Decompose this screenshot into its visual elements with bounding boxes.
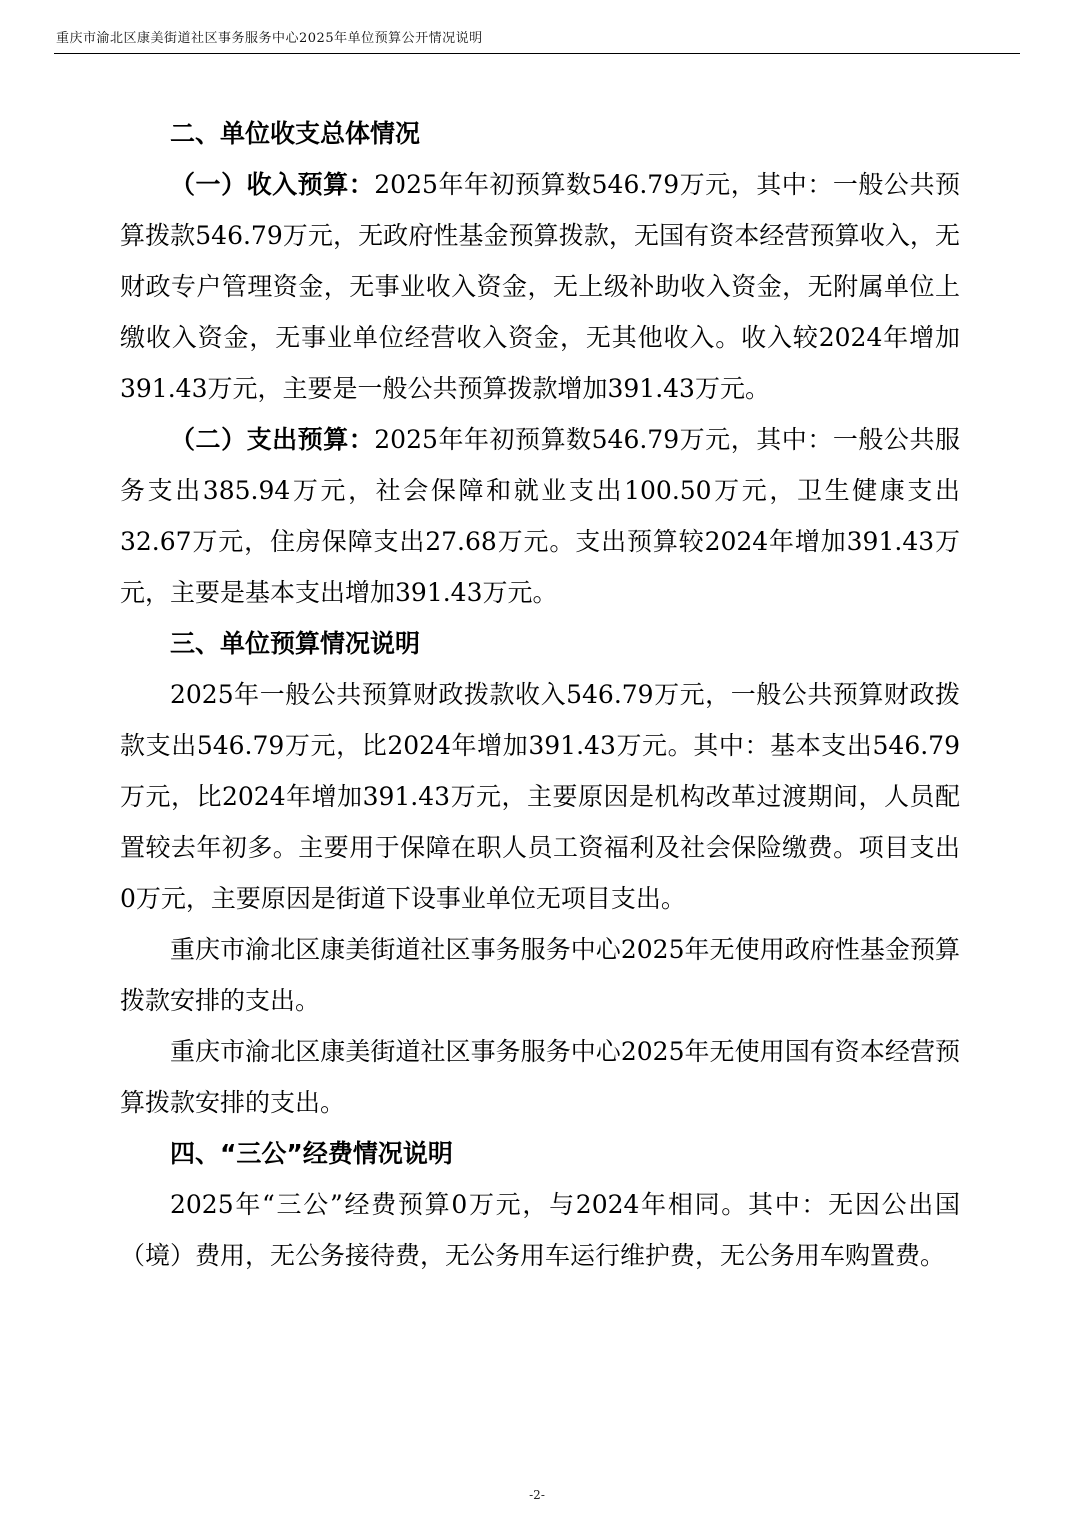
subheading-expense-budget: （二）支出预算： [170, 425, 375, 454]
subheading-income-budget: （一）收入预算： [170, 170, 375, 199]
paragraph-expense-budget [120, 414, 960, 618]
page-header: 重庆市渝北区康美街道社区事务服务中心2025年单位预算公开情况说明 [56, 31, 483, 46]
paragraph-three-public: 2025年“三公”经费预算0万元，与2024年相同。其中：无因公出国（境）费用，无公务接待费，无公务用车运行维护费，无公务用车购置费。 [120, 1190, 960, 1270]
paragraph-text: 2025年年初预算数546.79万元，其中：一般公共预算拨款546.79万元，无政府性基金预算拨款，无国有资本经营预算收入，无财政专户管理资金，无事业收入资金，无上级补助收入资金，无附属单位上缴收入资金，无事业单位经营收入资金，无其他收入。收入较2024年增加391.43万元，主要是一般公共预算拨款增加391.43万元。 [120, 170, 960, 403]
paragraph-budget-detail: 2025年一般公共预算财政拨款收入546.79万元，一般公共预算财政拨款支出546.79万元，比2024年增加391.43万元。其中：基本支出546.79万元，比2024年增加391.43万元，主要原因是机构改革过渡期间，人员配置较去年初多。主要用于保障在职人员工资福利及社会保险缴费。项目支出0万元，主要原因是街道下设事业单位无项目支出。 [120, 680, 960, 913]
page-number: -2- [529, 1488, 545, 1502]
paragraph-income-budget [120, 159, 960, 414]
document-body [120, 108, 960, 1281]
section-heading-overall: 二、单位收支总体情况 [170, 119, 421, 148]
paragraph-text: 2025年年初预算数546.79万元，其中：一般公共服务支出385.94万元，社会保障和就业支出100.50万元，卫生健康支出32.67万元，住房保障支出27.68万元。支出预算较2024年增加391.43万元，主要是基本支出增加391.43万元。 [120, 425, 960, 607]
paragraph-state-capital: 重庆市渝北区康美街道社区事务服务中心2025年无使用国有资本经营预算拨款安排的支出。 [120, 1037, 960, 1117]
section-heading-budget: 三、单位预算情况说明 [170, 629, 421, 658]
paragraph-gov-fund: 重庆市渝北区康美街道社区事务服务中心2025年无使用政府性基金预算拨款安排的支出。 [120, 935, 960, 1015]
section-heading-three-public: 四、“三公”经费情况说明 [170, 1139, 453, 1168]
header-divider [54, 53, 1020, 54]
